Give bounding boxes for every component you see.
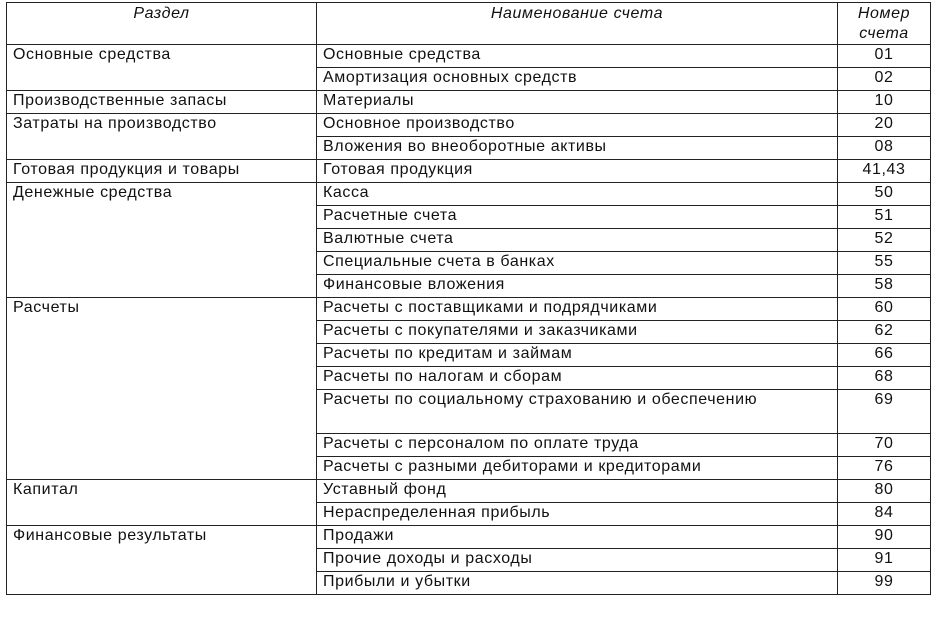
section-cell: Основные средства: [7, 45, 317, 91]
account-number-cell: 99: [838, 572, 931, 595]
account-number-cell: 20: [838, 114, 931, 137]
accounts-table-sheet: [6, 2, 930, 622]
account-name-cell: Расчеты по социальному страхованию и обеспечению: [317, 390, 838, 434]
table-row: [7, 160, 931, 183]
account-name-cell: Касса: [317, 183, 838, 206]
table-row: [7, 45, 931, 68]
account-number-cell: 02: [838, 68, 931, 91]
account-name-cell: Готовая продукция: [317, 160, 838, 183]
account-number-cell: 76: [838, 457, 931, 480]
table-row: [7, 298, 931, 321]
account-number-cell: 69: [838, 390, 931, 434]
header-account-name: Наименование счета: [317, 3, 838, 45]
account-name-cell: Расчеты с поставщиками и подрядчиками: [317, 298, 838, 321]
account-number-cell: 80: [838, 480, 931, 503]
table-row: [7, 480, 931, 503]
section-cell: Расчеты: [7, 298, 317, 480]
table-body: [7, 45, 931, 595]
account-name-cell: Расчеты с покупателями и заказчиками: [317, 321, 838, 344]
account-number-cell: 84: [838, 503, 931, 526]
account-number-cell: 50: [838, 183, 931, 206]
account-name-cell: Материалы: [317, 91, 838, 114]
account-name-cell: Продажи: [317, 526, 838, 549]
account-number-cell: 01: [838, 45, 931, 68]
account-number-cell: 58: [838, 275, 931, 298]
account-name-cell: Расчеты по кредитам и займам: [317, 344, 838, 367]
account-name-cell: Основное производство: [317, 114, 838, 137]
account-name-cell: Расчеты по налогам и сборам: [317, 367, 838, 390]
account-name-cell: Валютные счета: [317, 229, 838, 252]
table-header-row: [7, 3, 931, 45]
table-row: [7, 183, 931, 206]
section-cell: Денежные средства: [7, 183, 317, 298]
account-name-cell: Расчеты с разными дебиторами и кредиторами: [317, 457, 838, 480]
header-section: Раздел: [7, 3, 317, 45]
header-account-number: Номер счета: [838, 3, 931, 45]
account-number-cell: 41,43: [838, 160, 931, 183]
account-number-cell: 70: [838, 434, 931, 457]
section-cell: Готовая продукция и товары: [7, 160, 317, 183]
account-name-cell: Специальные счета в банках: [317, 252, 838, 275]
account-number-cell: 51: [838, 206, 931, 229]
table-row: [7, 526, 931, 549]
section-cell: Производственные запасы: [7, 91, 317, 114]
account-number-cell: 60: [838, 298, 931, 321]
chart-of-accounts-table: [6, 2, 931, 595]
account-number-cell: 52: [838, 229, 931, 252]
table-row: [7, 91, 931, 114]
account-number-cell: 68: [838, 367, 931, 390]
account-name-cell: Амортизация основных средств: [317, 68, 838, 91]
account-number-cell: 10: [838, 91, 931, 114]
account-name-cell: Прочие доходы и расходы: [317, 549, 838, 572]
section-cell: Затраты на производство: [7, 114, 317, 160]
account-name-cell: Расчеты с персоналом по оплате труда: [317, 434, 838, 457]
account-name-cell: Уставный фонд: [317, 480, 838, 503]
account-number-cell: 55: [838, 252, 931, 275]
table-row: [7, 114, 931, 137]
account-number-cell: 62: [838, 321, 931, 344]
account-number-cell: 66: [838, 344, 931, 367]
account-name-cell: Расчетные счета: [317, 206, 838, 229]
section-cell: Финансовые результаты: [7, 526, 317, 595]
account-number-cell: 90: [838, 526, 931, 549]
account-name-cell: Нераспределенная прибыль: [317, 503, 838, 526]
account-name-cell: Прибыли и убытки: [317, 572, 838, 595]
account-name-cell: Основные средства: [317, 45, 838, 68]
section-cell: Капитал: [7, 480, 317, 526]
account-number-cell: 91: [838, 549, 931, 572]
account-name-cell: Вложения во внеоборотные активы: [317, 137, 838, 160]
account-number-cell: 08: [838, 137, 931, 160]
account-name-cell: Финансовые вложения: [317, 275, 838, 298]
